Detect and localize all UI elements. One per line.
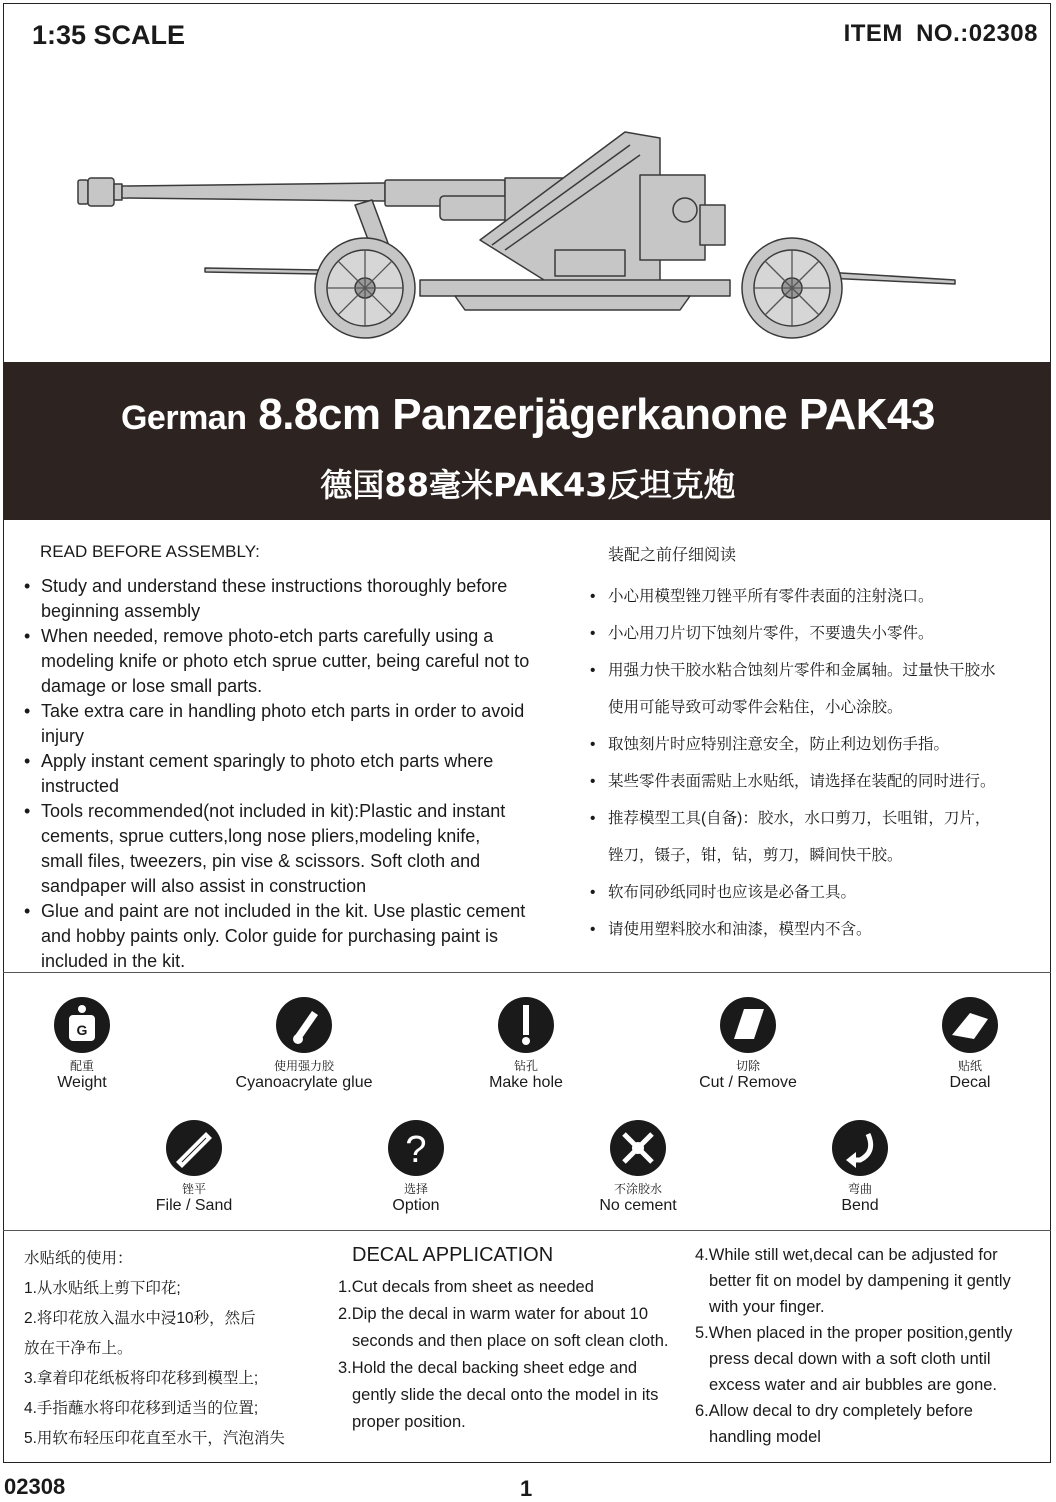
- decal-step: [338, 1274, 693, 1301]
- text-line: • 某些零件表面需贴上水贴纸，请选择在装配的同时进行。: [608, 773, 996, 790]
- read-before-heading-cn: 装配之前仔细阅读: [608, 547, 737, 564]
- instruction-item-cn: [590, 726, 1045, 763]
- decal-step: [695, 1320, 1045, 1398]
- text-line: • 推荐模型工具(自备)：胶水，水口剪刀，长咀钳，刀片，: [608, 810, 991, 827]
- text-line: • 请使用塑料胶水和油漆，模型内不含。: [608, 921, 872, 938]
- symbol-label-cn: 配重: [69, 1059, 94, 1073]
- decal-step: [338, 1355, 693, 1436]
- text-line: proper position.: [352, 1413, 466, 1431]
- text-line: seconds and then place on soft clean cloth.: [352, 1332, 669, 1350]
- symbol-option: [316, 1118, 516, 1215]
- symbol-label-cn: 不涂胶水: [613, 1182, 662, 1196]
- make-hole-icon: [496, 995, 556, 1055]
- section-divider: [3, 972, 1051, 973]
- page-number: 1: [520, 1476, 533, 1501]
- no-cement-icon: [608, 1118, 668, 1178]
- file-sand-icon: [164, 1118, 224, 1178]
- text-line: 5.用软布轻压印花直至水干，汽泡消失: [24, 1430, 285, 1447]
- text-line: small files, tweezers, pin vise & scissors. Soft cloth and: [41, 851, 481, 871]
- text-line: excess water and air bubbles are gone.: [709, 1376, 998, 1394]
- instruction-item-cn: [590, 911, 1045, 948]
- instruction-item: [24, 799, 584, 899]
- instruction-item-cn: [590, 874, 1045, 911]
- title-prefix: German: [120, 399, 247, 437]
- bend-icon: [830, 1118, 890, 1178]
- text-line: gently slide the decal onto the model in its: [352, 1386, 659, 1404]
- instruction-item-cn: [590, 652, 1045, 726]
- text-line: • Apply instant cement sparingly to photo etch parts where: [41, 751, 494, 771]
- text-line: beginning assembly: [41, 601, 201, 621]
- text-line: • 取蚀刻片时应特别注意安全，防止利边划伤手指。: [608, 736, 950, 753]
- text-line: 1.Cut decals from sheet as needed: [338, 1278, 594, 1296]
- text-line: • Tools recommended(not included in kit):Plastic and instant: [41, 801, 506, 821]
- instruction-item: [24, 899, 584, 974]
- text-line: • Take extra care in handling photo etch parts in order to avoid: [41, 701, 525, 721]
- text-line: • When needed, remove photo-etch parts carefully using a: [41, 626, 494, 646]
- decal-instructions-en-continued: [695, 1242, 1045, 1450]
- decal-step: [695, 1242, 1045, 1320]
- text-line: • 小心用刀片切下蚀刻片零件，不要遗失小零件。: [608, 625, 934, 642]
- symbol-decal: [870, 995, 1056, 1092]
- svg-text:G: G: [76, 1022, 88, 1038]
- pak43-gun-illustration: [0, 110, 1056, 350]
- symbol-label-cn: 贴纸: [957, 1059, 982, 1073]
- symbol-label: Option: [392, 1197, 440, 1214]
- symbol-label-cn: 选择: [403, 1182, 428, 1196]
- text-line: sandpaper will also assist in construction: [41, 876, 367, 896]
- instruction-item-cn: [590, 800, 1045, 874]
- decal-instructions-en: [338, 1274, 693, 1436]
- symbol-label: Bend: [841, 1197, 879, 1214]
- text-line: 6.Allow decal to dry completely before: [695, 1402, 973, 1420]
- text-line: • 小心用模型锉刀锉平所有零件表面的注射浇口。: [608, 588, 934, 605]
- svg-text:?: ?: [405, 1129, 427, 1171]
- instruction-item-cn: [590, 578, 1045, 615]
- text-line: better fit on model by dampening it gently: [709, 1272, 1011, 1290]
- text-line: 2.Dip the decal in warm water for about 10: [338, 1305, 648, 1323]
- text-line: modeling knife or photo etch sprue cutter, being careful not to: [41, 651, 530, 671]
- text-line: 4.手指蘸水将印花移到适当的位置;: [24, 1400, 259, 1417]
- symbol-label-cn: 切除: [735, 1059, 760, 1073]
- text-line: instructed: [41, 776, 120, 796]
- symbol-label-cn: 锉平: [181, 1182, 206, 1196]
- text-line: 2.将印花放入温水中浸10秒，然后: [24, 1310, 256, 1327]
- instruction-item: [24, 699, 584, 749]
- text-line: damage or lose small parts.: [41, 676, 263, 696]
- instruction-item: [24, 574, 584, 624]
- text-line: and hobby paints only. Color guide for purchasing paint is: [41, 926, 498, 946]
- text-line: 5.When placed in the proper position,gently: [695, 1324, 1013, 1342]
- instruction-item-cn: [590, 763, 1045, 800]
- decal-step: [338, 1301, 693, 1355]
- symbol-label: Cut / Remove: [699, 1074, 797, 1091]
- read-before-list-cn: [590, 578, 1045, 948]
- symbol-file-sand: [94, 1118, 294, 1215]
- option-icon: [386, 1118, 446, 1178]
- symbol-label: No cement: [599, 1197, 677, 1214]
- symbol-label-cn: 弯曲: [847, 1182, 872, 1196]
- title-chinese: 德国88毫米PAK43反坦克炮: [320, 466, 736, 504]
- symbol-label: Make hole: [489, 1074, 563, 1091]
- symbol-label: Decal: [949, 1074, 991, 1091]
- symbol-label-cn: 使用强力胶: [273, 1059, 334, 1073]
- text-line: 使用可能导致可动零件会粘住，小心涂胶。: [608, 699, 903, 716]
- symbol-no-cement: [538, 1118, 738, 1215]
- footer-item-code: 02308: [4, 1474, 66, 1499]
- instruction-item-cn: [590, 615, 1045, 652]
- symbol-label: Weight: [57, 1074, 107, 1091]
- title-main: 8.8cm Panzerjägerkanone PAK43: [258, 390, 935, 439]
- text-line: injury: [41, 726, 85, 746]
- symbol-label: Cyanoacrylate glue: [235, 1074, 373, 1091]
- text-line: 3.Hold the decal backing sheet edge and: [338, 1359, 638, 1377]
- symbol-bend: [760, 1118, 960, 1215]
- section-divider: [3, 1230, 1051, 1231]
- text-line: 3.拿着印花纸板将印花移到模型上;: [24, 1370, 259, 1387]
- text-line: • 用强力快干胶水粘合蚀刻片零件和金属轴。过量快干胶水: [608, 662, 996, 679]
- text-line: handling model: [709, 1428, 821, 1446]
- text-line: • 软布同砂纸同时也应该是必备工具。: [608, 884, 857, 901]
- text-line: 1.从水贴纸上剪下印花;: [24, 1280, 181, 1297]
- symbol-weight: [0, 995, 182, 1092]
- text-line: • Study and understand these instructions thoroughly before: [41, 576, 508, 596]
- text-line: with your finger.: [709, 1298, 825, 1316]
- text-line: 4.While still wet,decal can be adjusted for: [695, 1246, 998, 1264]
- symbol-cut-remove: [648, 995, 848, 1092]
- scale-label: 1:35 SCALE: [32, 20, 186, 50]
- decal-instructions-cn: [24, 1244, 324, 1454]
- symbol-label-cn: 钻孔: [513, 1059, 538, 1073]
- decal-icon: [940, 995, 1000, 1055]
- instruction-item: [24, 624, 584, 699]
- text-line: included in the kit.: [41, 951, 186, 971]
- decal-heading-cn: 水贴纸的使用：: [24, 1250, 133, 1267]
- symbol-label: File / Sand: [155, 1197, 233, 1214]
- title-english: [0, 390, 1056, 440]
- instruction-item: [24, 749, 584, 799]
- item-number: ITEM NO.:02308: [843, 20, 1038, 47]
- symbol-make-hole: [426, 995, 626, 1092]
- text-line: 放在干净布上。: [24, 1340, 133, 1357]
- weight-icon: [52, 995, 112, 1055]
- text-line: • Glue and paint are not included in the kit. Use plastic cement: [41, 901, 526, 921]
- read-before-list-en: [24, 574, 584, 974]
- text-line: press decal down with a soft cloth until: [709, 1350, 991, 1368]
- text-line: cements, sprue cutters,long nose pliers,modeling knife,: [41, 826, 481, 846]
- decal-heading: DECAL APPLICATION: [352, 1244, 554, 1266]
- decal-step: [695, 1398, 1045, 1450]
- cyanoacrylate-glue-icon: [274, 995, 334, 1055]
- cut-remove-icon: [718, 995, 778, 1055]
- symbol-cyanoacrylate-glue: [204, 995, 404, 1092]
- text-line: 锉刀，镊子，钳，钻，剪刀，瞬间快干胶。: [608, 847, 903, 864]
- read-before-heading: READ BEFORE ASSEMBLY:: [40, 542, 260, 561]
